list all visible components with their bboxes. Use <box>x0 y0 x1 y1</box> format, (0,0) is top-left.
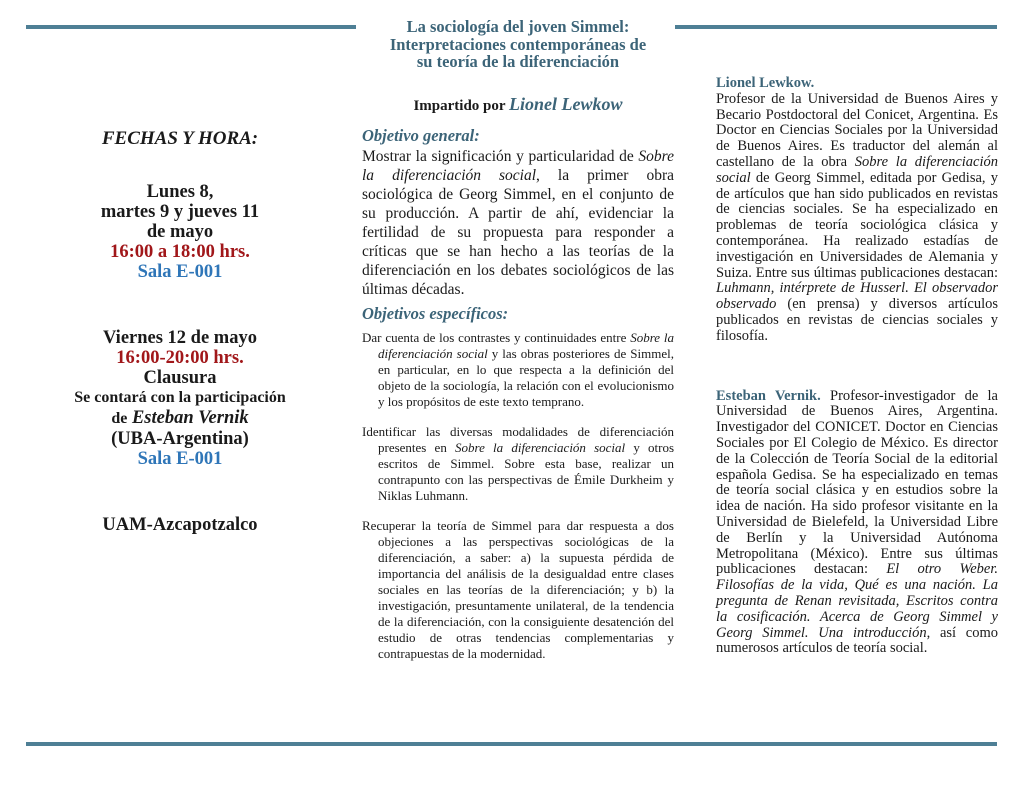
bios-panel <box>716 76 998 657</box>
session-1-line3: de mayo <box>146 222 214 242</box>
top-rule-right <box>675 25 997 29</box>
course-title-line1: La sociología del joven Simmel: <box>406 17 630 36</box>
course-title <box>362 18 674 71</box>
bio-vernik: Esteban Vernik. Profesor-investigador de la Universidad de Buenos Aires, Argentina. Investigador del CONICET. Doctor en Ciencias Sociales por El Colegio de México. Es director de la Colección de Teoría Social de la editorial española Gedisa. Se ha especializado en temas de teoría social clásica y en estudios sobre la idea de nación. Ha sido profesor visitante en la Universidad de Bielefeld, la Universidad Libre de Berlín y la Universidad Autónoma Metropolitana (México). Entre sus últimas publicaciones destacan: El otro Weber. Filosofías de la vida, Qué es una nación. La pregunta de Renan revisitada, Escritos contra la cosificación. Acerca de Georg Simmel y Georg Simmel. Una introducción, así como numerosos artículos de teoría social. <box>716 387 998 657</box>
session-1-room: Sala E-001 <box>137 262 223 282</box>
session-2-guest: Esteban Vernik <box>131 408 249 428</box>
session-1-time: 16:00 a 18:00 hrs. <box>110 242 250 262</box>
fechas-heading: FECHAS Y HORA: <box>101 128 259 149</box>
objetivo-especifico-1: Dar cuenta de los contrastes y continuidades entre Sobre la diferenciación social y las obras posteriores de Simmel, en particular, en lo que respecta a la definición del objeto de la sociología, la relación con el evolucionismo y los propósitos de este texto temprano. <box>362 329 674 409</box>
objetivos-especificos-heading: Objetivos específicos: <box>362 303 509 323</box>
course-panel <box>362 18 674 676</box>
instructor-name: Lionel Lewkow <box>509 93 623 114</box>
bottom-rule <box>26 742 997 746</box>
top-rule-left <box>26 25 356 29</box>
session-2-time: 16:00-20:00 hrs. <box>116 348 244 368</box>
session-2-de: de <box>111 410 128 427</box>
objetivo-general-heading: Objetivo general: <box>362 125 480 145</box>
venue: UAM-Azcapotzalco <box>102 515 258 535</box>
session-2-guest-line <box>30 408 330 429</box>
bio-lewkow: Lionel Lewkow. Profesor de la Universidad de Buenos Aires y Becario Postdoctoral del Conicet, Argentina. Es Doctor en Ciencias Sociales por la Universidad de Buenos Aires. Es traductor del alemán al castellano de la obra Sobre la diferenciación social de Georg Simmel, editada por Gedisa, y de artículos que han sido publicados en revistas de ciencias sociales. Se ha especializado en problemas de teoría sociológica clásica y contemporánea. Ha realizado estadías de investigación en Universidades de Alemania y Suiza. Entre sus últimas publicaciones destacan: Luhmann, intérprete de Husserl. El observador observado (en prensa) y diversos artículos publicados en revistas de ciencias sociales y filosofía. <box>716 75 999 344</box>
session-1-line1: Lunes 8, <box>146 182 214 202</box>
instructor-label: Impartido por <box>413 97 506 114</box>
schedule-panel <box>30 128 330 535</box>
course-title-line2: Interpretaciones contemporáneas de <box>389 34 647 54</box>
session-2 <box>30 328 330 469</box>
bio-vernik-name: Esteban Vernik. <box>716 387 821 404</box>
session-2-room: Sala E-001 <box>137 449 223 469</box>
session-1-line2: martes 9 y jueves 11 <box>100 202 260 222</box>
session-2-date: Viernes 12 de mayo <box>103 328 257 348</box>
session-1 <box>30 182 330 282</box>
course-title-line3: su teoría de la diferenciación <box>416 52 620 71</box>
instructor-line <box>362 94 674 115</box>
objetivo-especifico-2: Identificar las diversas modalidades de diferenciación presentes en Sobre la diferenciación social y otros escritos de Simmel. Sobre esta base, realizar un contrapunto con las perspectivas de Émile Durkheim y Niklas Luhmann. <box>362 423 675 503</box>
objetivo-general-text: Mostrar la significación y particularidad de Sobre la diferenciación social, la primer obra sociológica de Georg Simmel, en el conjunto de su producción. A partir de ahí, evidenciar la fertilidad de su propuesta para responder a críticas que se han hecho a las teorías de la diferenciación en los debates sociológicos de las últimas décadas. <box>362 147 675 298</box>
session-2-affiliation: (UBA-Argentina) <box>111 429 249 449</box>
bio-lewkow-name: Lionel Lewkow. <box>716 75 815 91</box>
session-2-label: Clausura <box>143 368 217 388</box>
objetivo-especifico-3: Recuperar la teoría de Simmel para dar respuesta a dos objeciones a las perspectivas sociológicas de la diferenciación, a saber: a) la supuesta pérdida de importancia del análisis de la desigualdad entre clases sociales en las teorías de la diferenciación; y b) la investigación, presuntamente unilateral, de la tendencia de la diferenciación, con la consiguiente desatención del estudio de otras tendencias complementarias y contrapuestas de la modernidad. <box>362 517 674 661</box>
session-2-participation: Se contará con la participación <box>74 389 286 406</box>
